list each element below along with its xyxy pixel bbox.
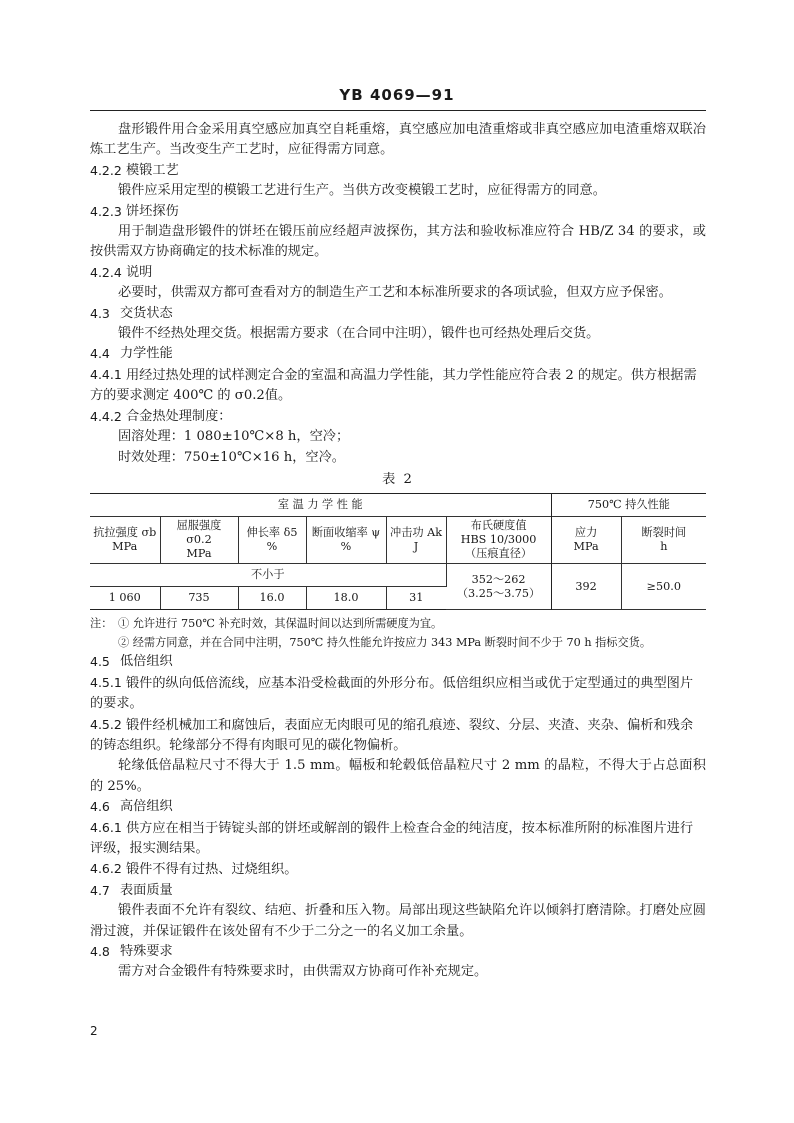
col-yield-label: 屈服强度 σ0.2 — [176, 519, 222, 547]
section-number: 4.3 — [90, 305, 110, 321]
section-text: 锻件的纵向低倍流线，应基本沿受检截面的外形分布。低倍组织应相当或优于定型通过的典型图片的要求。 — [90, 675, 694, 712]
group-room-temp: 室 温 力 学 性 能 — [90, 494, 551, 517]
section-number: 4.6 — [90, 799, 110, 815]
standard-code: YB 4069—91 — [339, 86, 455, 104]
section-heading — [90, 263, 706, 283]
section-text: 供方应在相当于铸锭头部的饼坯或解剖的锻件上检查合金的纯洁度，按本标准所附的标准图片进行评级，报实测结果。 — [90, 820, 694, 856]
section-text: 锻件不经热处理交货。根据需方要求（在合同中注明），锻件也可经热处理后交货。 — [118, 326, 600, 342]
col-rupture — [621, 517, 706, 564]
document-body — [90, 120, 706, 983]
note-spacer — [90, 633, 118, 652]
note-row — [90, 633, 706, 652]
clause-paragraph — [90, 673, 706, 715]
impact-value: 31 — [386, 587, 446, 610]
section-title: 特殊要求 — [120, 944, 173, 959]
hardness-range: 352～262 — [471, 572, 526, 586]
section-text: 锻件不得有过热、过烧组织。 — [126, 862, 298, 878]
col-hardness — [446, 517, 551, 564]
section-title: 模锻工艺 — [126, 162, 179, 178]
col-impact-label: 冲击功 Ak — [390, 526, 442, 540]
yield-value: 735 — [160, 587, 238, 610]
section-number: 4.6.2 — [90, 861, 122, 877]
col-stress-label: 应力 — [574, 526, 598, 540]
section-heading — [90, 881, 706, 901]
stress-value: 392 — [551, 564, 621, 610]
section-text: 需方对合金锻件有特殊要求时，由供需双方协商可作补充规定。 — [118, 964, 488, 980]
section-number: 4.7 — [90, 882, 110, 898]
section-title: 低倍组织 — [120, 654, 173, 670]
col-elongation-label: 伸长率 δ5 — [246, 526, 298, 540]
col-stress — [551, 517, 621, 564]
section-text: 锻件经机械加工和腐蚀后，表面应无肉眼可见的缩孔痕迹、裂纹、分层、夹渣、夹杂、偏析和残余的铸态组织。轮缘部分不得有肉眼可见的碳化物偏析。 — [90, 717, 694, 753]
col-elongation — [238, 517, 306, 564]
section-title: 力学性能 — [120, 346, 173, 362]
clause-paragraph — [90, 715, 706, 757]
elongation-value: 16.0 — [238, 587, 306, 610]
col-impact — [386, 517, 446, 564]
heat-treatment-solution: 固溶处理：1 080±10℃×8 h，空冷； — [118, 429, 350, 445]
section-text: 锻件应采用定型的模锻工艺进行生产。当供方改变模锻工艺时，应征得需方的同意。 — [118, 183, 606, 199]
col-impact-unit: J — [413, 540, 419, 554]
col-rupture-unit: h — [660, 540, 668, 554]
table-caption: 表 2 — [382, 471, 414, 487]
clause-paragraph — [90, 365, 706, 407]
section-number: 4.4.2 — [90, 408, 122, 424]
table-row — [90, 564, 706, 587]
clause-inline — [90, 365, 706, 407]
section-number: 4.4 — [90, 346, 110, 362]
page-number: 2 — [90, 1024, 98, 1038]
note-2: ② 经需方同意，并在合同中注明，750℃ 持久性能允许按应力 343 MPa 断裂时间不少于 70 h 指标交货。 — [118, 636, 652, 650]
col-rupture-label: 断裂时间 — [641, 526, 687, 540]
reduction-value: 18.0 — [306, 587, 386, 610]
col-hardness-note: （压痕直径） — [464, 547, 533, 561]
section-text: 用于制造盘形锻件的饼坯在锻压前应经超声波探伤，其方法和验收标准应符合 HB/Z 34 的要求，或按供需双方协商确定的技术标准的规定。 — [90, 224, 706, 260]
section-number: 4.5.1 — [90, 674, 122, 690]
col-reduction — [306, 517, 386, 564]
section-heading — [90, 797, 706, 817]
section-heading — [90, 942, 706, 962]
section-title: 饼坯探伤 — [126, 203, 179, 219]
col-tensile-unit: MPa — [112, 540, 138, 554]
section-heading — [90, 344, 706, 364]
note-row — [90, 614, 706, 633]
table-group-row — [90, 494, 706, 517]
section-number: 4.8 — [90, 944, 110, 959]
section-heading — [90, 652, 706, 672]
section-title: 表面质量 — [120, 882, 173, 898]
intro-paragraph: 盘形锻件用合金采用真空感应加真空自耗重熔，真空感应加电渣重熔或非真空感应加电渣重熔双联冶炼工艺生产。当改变生产工艺时，应征得需方同意。 — [90, 122, 706, 158]
col-tensile — [90, 517, 160, 564]
section-number: 4.4.1 — [90, 366, 122, 382]
property-table — [90, 493, 706, 610]
note-lead: 注： — [90, 617, 113, 631]
col-reduction-label: 断面收缩率 ψ — [311, 526, 381, 540]
col-yield-unit: MPa — [186, 547, 212, 561]
section-number: 4.2.4 — [90, 264, 122, 280]
col-elongation-unit: % — [266, 540, 278, 554]
col-hardness-label: 布氏硬度值 — [470, 519, 527, 533]
note-1: ① 允许进行 750℃ 补充时效，其保温时间以达到所需硬度为宜。 — [118, 617, 443, 631]
col-reduction-unit: % — [340, 540, 352, 554]
section-text: 用经过热处理的试样测定合金的室温和高温力学性能，其力学性能应符合表 2 的规定。供方根据需方的要求测定 400℃ 的 σ0.2值。 — [90, 367, 697, 404]
section-heading — [90, 407, 706, 427]
section-title: 说明 — [126, 264, 153, 280]
section-title: 高倍组织 — [120, 799, 173, 815]
section-heading — [90, 202, 706, 222]
section-title: 交货状态 — [120, 305, 173, 321]
section-number: 4.5.2 — [90, 716, 122, 732]
min-label: 不小于 — [90, 564, 446, 587]
section-text: 必要时，供需双方都可查看对方的制造生产工艺和本标准所要求的各项试验，但双方应予保密。 — [118, 285, 672, 301]
section-number: 4.2.2 — [90, 162, 122, 178]
section-heading — [90, 161, 706, 181]
col-tensile-label: 抗拉强度 σb — [93, 526, 157, 540]
col-hardness-scale: HBS 10/3000 — [460, 533, 537, 547]
group-high-temp: 750℃ 持久性能 — [551, 494, 706, 517]
indent-range: （3.25～3.75） — [456, 586, 541, 600]
section-number: 4.6.1 — [90, 819, 122, 835]
table-header-row — [90, 517, 706, 564]
heat-treatment-aging: 时效处理：750±10℃×16 h，空冷。 — [118, 449, 345, 465]
clause-paragraph — [90, 818, 706, 860]
rupture-value: ≥50.0 — [621, 564, 706, 610]
section-heading — [90, 304, 706, 324]
section-text: 锻件表面不允许有裂纹、结疤、折叠和压入物。局部出现这些缺陷允许以倾斜打磨清除。打磨处应圆滑过渡，并保证锻件在该处留有不少于二分之一的名义加工余量。 — [90, 903, 706, 939]
table-notes — [90, 614, 706, 652]
section-number: 4.5 — [90, 654, 110, 670]
col-stress-unit: MPa — [573, 540, 599, 554]
clause-paragraph — [90, 859, 706, 880]
col-yield — [160, 517, 238, 564]
section-title: 合金热处理制度： — [126, 408, 232, 424]
tensile-value: 1 060 — [90, 587, 160, 610]
hardness-value — [446, 564, 551, 610]
section-number: 4.2.3 — [90, 203, 122, 219]
header-rule — [90, 110, 706, 111]
section-text: 轮缘低倍晶粒尺寸不得大于 1.5 mm。幅板和轮毂低倍晶粒尺寸 2 mm 的晶粒，不得大于占总面积的 25%。 — [90, 758, 706, 794]
